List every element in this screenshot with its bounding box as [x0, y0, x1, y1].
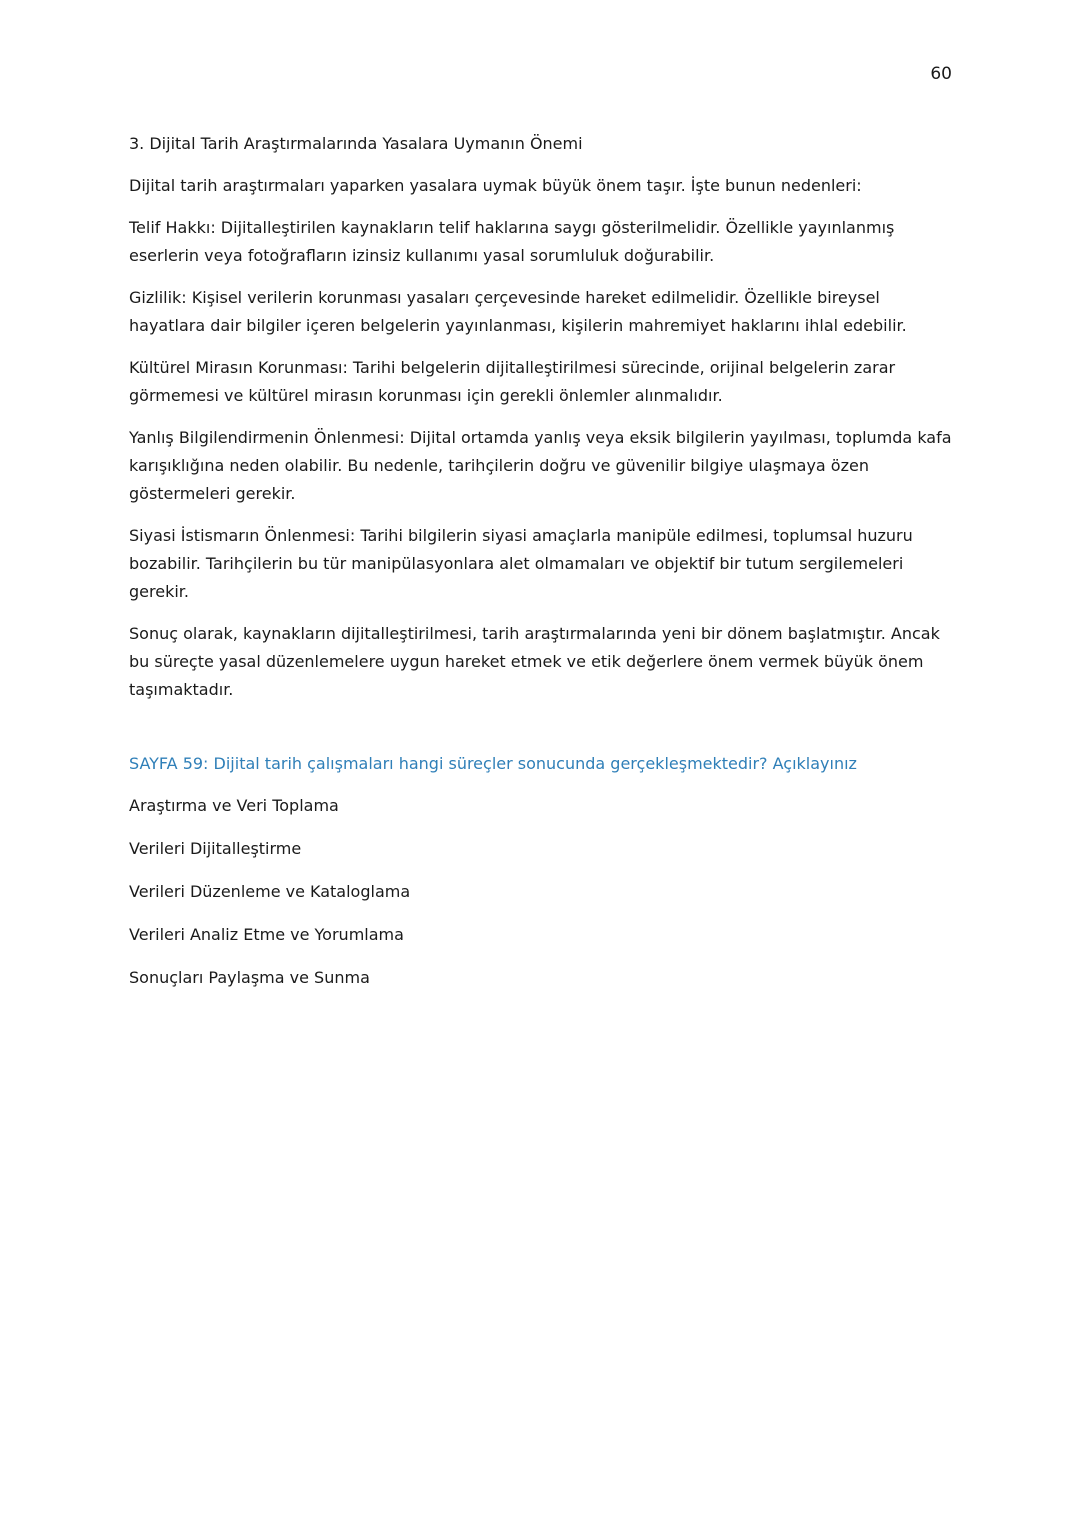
reason-term: Kültürel Mirasın Korunması:	[129, 358, 348, 377]
reason-term: Siyasi İstismarın Önlenmesi:	[129, 526, 356, 545]
reason-privacy	[129, 284, 959, 340]
page-content	[129, 130, 959, 1007]
step-item: Araştırma ve Veri Toplama	[129, 796, 339, 815]
step-item: Verileri Analiz Etme ve Yorumlama	[129, 925, 404, 944]
reason-term: Yanlış Bilgilendirmenin Önlenmesi:	[129, 428, 405, 447]
reason-cultural-heritage	[129, 354, 959, 410]
step-item: Sonuçları Paylaşma ve Sunma	[129, 968, 370, 987]
reason-misinformation	[129, 424, 959, 508]
reason-text: Dijitalleştirilen kaynakların telif haklarına saygı gösterilmelidir. Özellikle yayınlanmış eserlerin veya fotoğrafların izinsiz kullanımı yasal sorumluluk doğurabilir.	[129, 218, 895, 265]
page-number: 60	[930, 64, 952, 84]
reason-text: Dijital ortamda yanlış veya eksik bilgilerin yayılması, toplumda kafa karışıklığına neden olabilir. Bu nedenle, tarihçilerin doğru ve güvenilir bilgiye ulaşmaya özen göstermeleri gerekir.	[129, 428, 952, 503]
reason-text: Tarihi belgelerin dijitalleştirilmesi sürecinde, orijinal belgelerin zarar görmemesi ve kültürel mirasın korunması için gerekli önlemler alınmalıdır.	[129, 358, 896, 405]
reason-term: Telif Hakkı:	[129, 218, 216, 237]
reason-text: Tarihi bilgilerin siyasi amaçlarla manipüle edilmesi, toplumsal huzuru bozabilir. Tarihçilerin bu tür manipülasyonlara alet olmamaları ve objektif bir tutum sergilemeleri gerekir.	[129, 526, 913, 601]
step-item: Verileri Düzenleme ve Kataloglama	[129, 882, 411, 901]
reason-term: Gizlilik:	[129, 288, 187, 307]
reason-copyright	[129, 214, 959, 270]
reason-political-abuse	[129, 522, 959, 606]
conclusion-paragraph: Sonuç olarak, kaynakların dijitalleştirilmesi, tarih araştırmalarında yeni bir dönem başlatmıştır. Ancak bu süreçte yasal düzenlemelere uygun hareket etmek ve etik değerlere önem vermek büyük önem taşımaktadır.	[129, 624, 940, 699]
question-heading: SAYFA 59: Dijital tarih çalışmaları hangi süreçler sonucunda gerçekleşmektedir? Açıklayınız	[129, 754, 857, 773]
reason-text: Kişisel verilerin korunması yasaları çerçevesinde hareket edilmelidir. Özellikle bireysel hayatlara dair bilgiler içeren belgelerin yayınlanması, kişilerin mahremiyet haklarını ihlal edebilir.	[129, 288, 907, 335]
section-heading: 3. Dijital Tarih Araştırmalarında Yasalara Uymanın Önemi	[129, 134, 583, 153]
step-item: Verileri Dijitalleştirme	[129, 839, 302, 858]
intro-paragraph: Dijital tarih araştırmaları yaparken yasalara uymak büyük önem taşır. İşte bunun nedenleri:	[129, 176, 862, 195]
